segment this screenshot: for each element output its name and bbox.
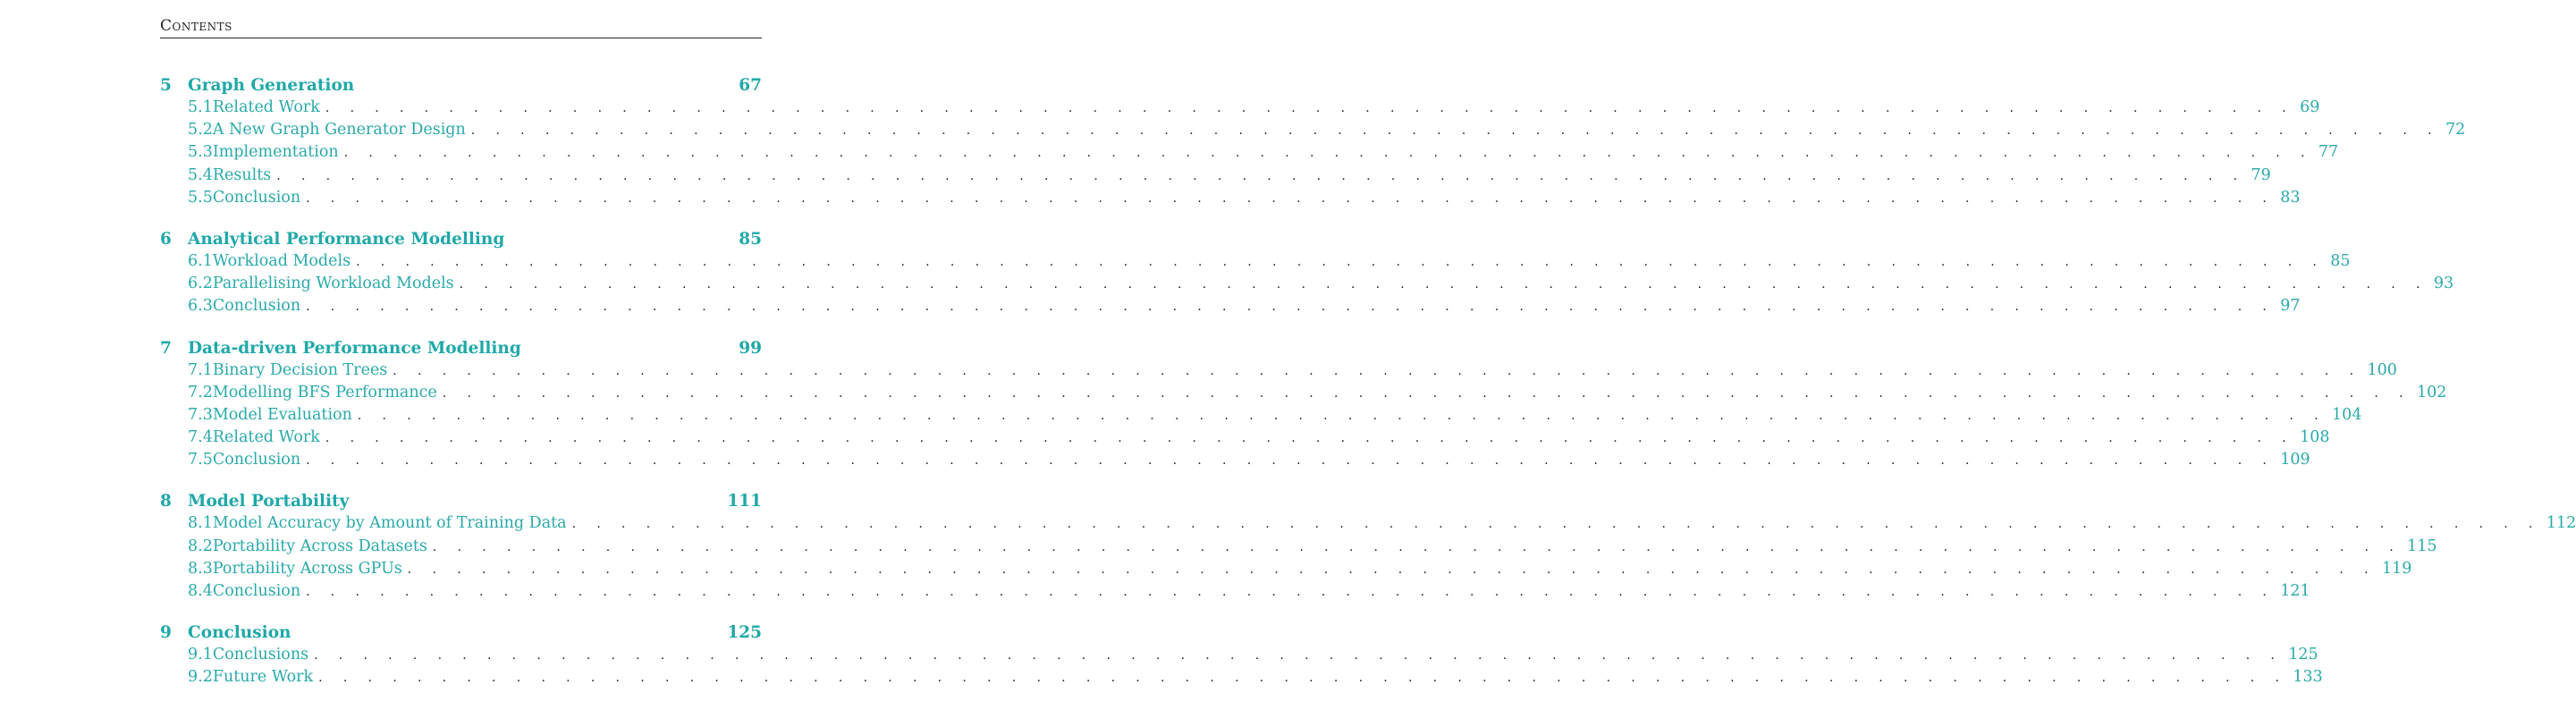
section-number: 5.3 — [188, 143, 213, 162]
section-link[interactable] — [160, 98, 2320, 121]
dot-leader: . . . . . . . . . . . . . . . . . . . . . . . . . . . . . . . . . . . . . . . . . . . . . . . . . . . . . . . . . . . . . . . . . . . . . . . . . . . . . . . . — [407, 562, 2377, 577]
chapter-link[interactable] — [160, 492, 762, 514]
section-page: 100 — [2367, 360, 2397, 379]
section-number: 7.4 — [188, 428, 213, 447]
section-page: 109 — [2280, 451, 2310, 469]
section-title: Parallelising Workload Models — [212, 275, 454, 293]
section-number: 6.2 — [188, 275, 213, 293]
dot-leader: . . . . . . . . . . . . . . . . . . . . . . . . . . . . . . . . . . . . . . . . . . . . . . . . . . . . . . . . . . . . . . . . . . . . . . . . . . . . . . . . — [276, 168, 2246, 183]
chapter-link[interactable] — [160, 230, 762, 252]
section-title: Conclusion — [212, 582, 301, 600]
chapter-number: 5 — [160, 76, 172, 95]
section-link[interactable] — [160, 143, 2339, 165]
chapter-link[interactable] — [160, 76, 762, 98]
section-link[interactable] — [160, 360, 2397, 384]
chapter-title: Graph Generation — [188, 76, 355, 95]
section-number: 8.3 — [188, 559, 213, 578]
section-page: 85 — [2330, 251, 2351, 270]
section-title: Related Work — [212, 428, 320, 447]
dot-leader: . . . . . . . . . . . . . . . . . . . . . . . . . . . . . . . . . . . . . . . . . . . . . . . . . . . . . . . . . . . . . . . . . . . . . . . . . . . . . . . . — [442, 385, 2411, 401]
section-link[interactable] — [160, 559, 2412, 582]
section-page: 108 — [2300, 428, 2330, 447]
section-number: 9.1 — [188, 646, 213, 664]
header-title: Contents — [160, 17, 232, 35]
section-link[interactable] — [160, 383, 2447, 406]
section-link[interactable] — [160, 405, 2362, 428]
page-header — [160, 17, 762, 38]
chapter-link[interactable] — [160, 339, 762, 361]
dot-leader: . . . . . . . . . . . . . . . . . . . . . . . . . . . . . . . . . . . . . . . . . . . . . . . . . . . . . . . . . . . . . . . . . . . . . . . . . . . . . . . . — [356, 254, 2326, 269]
toc-chapter — [160, 623, 2323, 690]
section-number: 6.1 — [188, 251, 213, 270]
section-page: 97 — [2280, 297, 2301, 316]
section-page: 83 — [2280, 188, 2301, 207]
section-title: Related Work — [212, 98, 320, 116]
toc-chapter — [160, 492, 2576, 604]
section-number: 8.4 — [188, 582, 213, 600]
section-page: 125 — [2288, 646, 2318, 664]
section-number: 5.5 — [188, 188, 213, 207]
dot-leader: . . . . . . . . . . . . . . . . . . . . . . . . . . . . . . . . . . . . . . . . . . . . . . . . . . . . . . . . . . . . . . . . . . . . . . . . . . . . . . . . — [393, 363, 2362, 378]
section-number: 8.1 — [188, 514, 213, 533]
chapter-page: 125 — [727, 623, 762, 643]
section-title: Model Evaluation — [212, 405, 352, 424]
dot-leader: . . . . . . . . . . . . . . . . . . . . . . . . . . . . . . . . . . . . . . . . . . . . . . . . . . . . . . . . . . . . . . . . . . . . . . . . . . . . . . . . — [459, 277, 2428, 292]
dot-leader: . . . . . . . . . . . . . . . . . . . . . . . . . . . . . . . . . . . . . . . . . . . . . . . . . . . . . . . . . . . . . . . . . . . . . . . . . . . . . . . . — [306, 585, 2276, 599]
section-title: Modelling BFS Performance — [212, 383, 437, 401]
chapter-title: Data-driven Performance Modelling — [188, 338, 521, 358]
chapter-number: 7 — [160, 338, 172, 358]
chapter-page: 67 — [739, 76, 762, 95]
dot-leader: . . . . . . . . . . . . . . . . . . . . . . . . . . . . . . . . . . . . . . . . . . . . . . . . . . . . . . . . . . . . . . . . . . . . . . . . . . . . . . . . — [314, 648, 2284, 664]
section-link[interactable] — [160, 428, 2330, 451]
section-page: 112 — [2546, 514, 2576, 533]
chapter-number: 9 — [160, 623, 172, 643]
chapter-title: Conclusion — [188, 623, 291, 643]
section-link[interactable] — [160, 188, 2301, 211]
chapter-number: 6 — [160, 229, 172, 249]
section-title: Implementation — [212, 143, 339, 162]
section-page: 133 — [2293, 668, 2323, 687]
section-page: 93 — [2433, 275, 2454, 293]
dot-leader: . . . . . . . . . . . . . . . . . . . . . . . . . . . . . . . . . . . . . . . . . . . . . . . . . . . . . . . . . . . . . . . . . . . . . . . . . . . . . . . . — [318, 671, 2288, 686]
dot-leader: . . . . . . . . . . . . . . . . . . . . . . . . . . . . . . . . . . . . . . . . . . . . . . . . . . . . . . . . . . . . . . . . . . . . . . . . . . . . . . . . — [470, 123, 2440, 139]
chapter-link[interactable] — [160, 623, 762, 646]
section-number: 7.5 — [188, 451, 213, 469]
section-link[interactable] — [160, 646, 2318, 668]
section-number: 5.2 — [188, 121, 213, 139]
section-link[interactable] — [160, 251, 2351, 275]
section-page: 79 — [2251, 165, 2271, 184]
section-title: Future Work — [212, 668, 314, 687]
toc-chapter — [160, 338, 2447, 474]
section-link[interactable] — [160, 451, 2310, 473]
section-number: 5.1 — [188, 98, 213, 116]
section-number: 9.2 — [188, 668, 213, 687]
section-page: 69 — [2300, 98, 2320, 116]
section-link[interactable] — [160, 668, 2323, 690]
chapter-title: Model Portability — [188, 492, 350, 511]
section-title: A New Graph Generator Design — [212, 121, 466, 139]
section-page: 121 — [2280, 582, 2310, 600]
chapter-page: 111 — [727, 492, 762, 511]
section-title: Conclusion — [212, 297, 301, 316]
section-link[interactable] — [160, 537, 2437, 560]
section-title: Portability Across Datasets — [212, 537, 427, 555]
section-page: 77 — [2318, 143, 2339, 162]
section-page: 104 — [2332, 405, 2362, 424]
section-title: Workload Models — [212, 251, 351, 270]
dot-leader: . . . . . . . . . . . . . . . . . . . . . . . . . . . . . . . . . . . . . . . . . . . . . . . . . . . . . . . . . . . . . . . . . . . . . . . . . . . . . . . . — [571, 517, 2541, 532]
section-title: Conclusion — [212, 188, 301, 207]
chapter-page: 99 — [739, 338, 762, 358]
toc-chapter — [160, 229, 2454, 320]
dot-leader: . . . . . . . . . . . . . . . . . . . . . . . . . . . . . . . . . . . . . . . . . . . . . . . . . . . . . . . . . . . . . . . . . . . . . . . . . . . . . . . . — [325, 431, 2295, 446]
dot-leader: . . . . . . . . . . . . . . . . . . . . . . . . . . . . . . . . . . . . . . . . . . . . . . . . . . . . . . . . . . . . . . . . . . . . . . . . . . . . . . . . — [357, 408, 2327, 423]
dot-leader: . . . . . . . . . . . . . . . . . . . . . . . . . . . . . . . . . . . . . . . . . . . . . . . . . . . . . . . . . . . . . . . . . . . . . . . . . . . . . . . . — [432, 539, 2403, 554]
section-title: Conclusion — [212, 451, 301, 469]
section-link[interactable] — [160, 514, 2576, 537]
section-number: 7.3 — [188, 405, 213, 424]
section-title: Results — [212, 165, 272, 184]
section-link[interactable] — [160, 582, 2310, 604]
section-number: 7.1 — [188, 360, 213, 379]
dot-leader: . . . . . . . . . . . . . . . . . . . . . . . . . . . . . . . . . . . . . . . . . . . . . . . . . . . . . . . . . . . . . . . . . . . . . . . . . . . . . . . . — [306, 453, 2276, 469]
chapter-number: 8 — [160, 492, 172, 511]
chapter-page: 85 — [739, 229, 762, 249]
section-title: Conclusions — [212, 646, 309, 664]
section-link[interactable] — [160, 165, 2271, 189]
section-title: Binary Decision Trees — [212, 360, 388, 379]
dot-leader: . . . . . . . . . . . . . . . . . . . . . . . . . . . . . . . . . . . . . . . . . . . . . . . . . . . . . . . . . . . . . . . . . . . . . . . . . . . . . . . . — [306, 190, 2276, 206]
section-page: 102 — [2416, 383, 2447, 401]
section-page: 72 — [2445, 121, 2466, 139]
section-number: 8.2 — [188, 537, 213, 555]
dot-leader: . . . . . . . . . . . . . . . . . . . . . . . . . . . . . . . . . . . . . . . . . . . . . . . . . . . . . . . . . . . . . . . . . . . . . . . . . . . . . . . . — [343, 146, 2313, 161]
section-title: Model Accuracy by Amount of Training Data — [212, 514, 567, 533]
section-link[interactable] — [160, 275, 2454, 297]
toc-chapter — [160, 76, 2466, 211]
section-title: Portability Across GPUs — [212, 559, 402, 578]
table-of-contents — [160, 76, 2576, 710]
chapter-title: Analytical Performance Modelling — [188, 229, 505, 249]
section-link[interactable] — [160, 121, 2466, 143]
section-page: 119 — [2381, 559, 2412, 578]
dot-leader: . . . . . . . . . . . . . . . . . . . . . . . . . . . . . . . . . . . . . . . . . . . . . . . . . . . . . . . . . . . . . . . . . . . . . . . . . . . . . . . . — [306, 300, 2276, 315]
dot-leader: . . . . . . . . . . . . . . . . . . . . . . . . . . . . . . . . . . . . . . . . . . . . . . . . . . . . . . . . . . . . . . . . . . . . . . . . . . . . . . . . — [325, 101, 2295, 115]
section-link[interactable] — [160, 297, 2301, 319]
section-number: 7.2 — [188, 383, 213, 401]
section-page: 115 — [2407, 537, 2437, 555]
section-number: 6.3 — [188, 297, 213, 316]
section-number: 5.4 — [188, 165, 213, 184]
